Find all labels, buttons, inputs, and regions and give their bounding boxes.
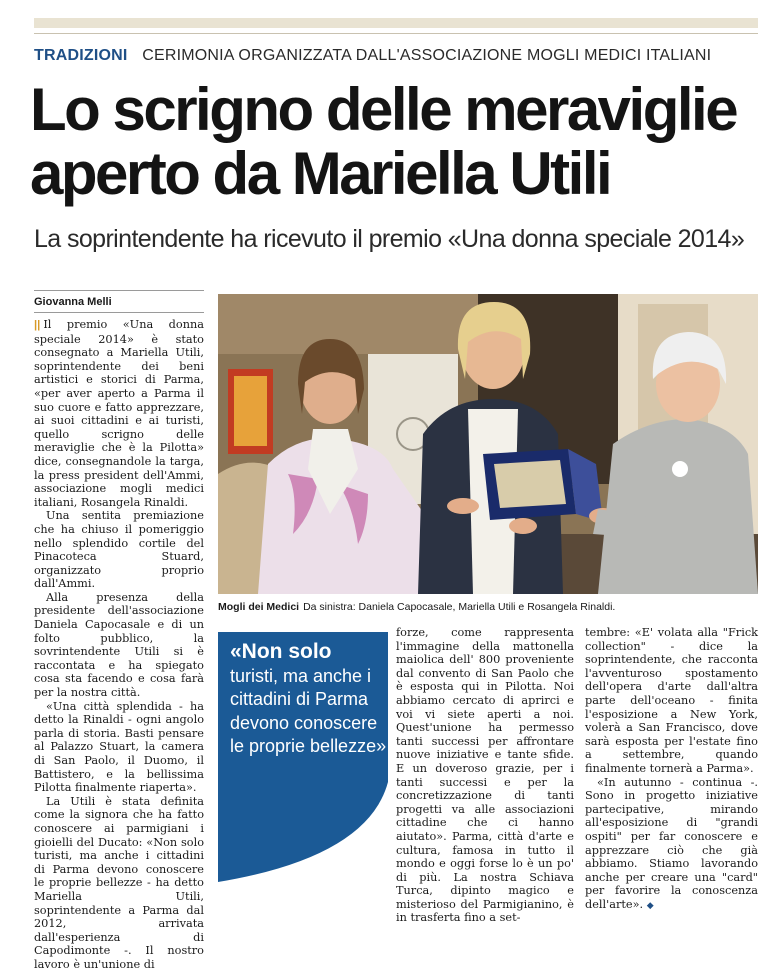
paragraph [34, 318, 204, 509]
caption-text: Da sinistra: Daniela Capocasale, Mariella Utili e Rosangela Rinaldi. [303, 601, 616, 613]
kicker-line [34, 47, 711, 65]
article-column-1 [34, 318, 204, 972]
byline-rule [34, 290, 204, 291]
pull-quote [218, 632, 388, 882]
pull-quote-text [230, 640, 390, 759]
photo-caption [218, 601, 615, 613]
paragraph [585, 776, 758, 914]
article-column-4 [585, 626, 758, 913]
top-rule [34, 33, 758, 34]
paragraph: tembre: «E' volata alla "Frick collection" - dice la soprintendente, che racconta l'avventuroso spostamento dell'opera d'arte dall'altra parte dell'oceano - finita l'esposizione a New York, volerà a San Francisco, dove sarà esposta per l'estate fino a settembre, quando finalmente tornerà a Parma». [585, 626, 758, 775]
kicker-text: CERIMONIA ORGANIZZATA DALL'ASSOCIAZIONE MOGLI MEDICI ITALIANI [142, 47, 712, 64]
diamond-end-icon: ◆ [646, 900, 654, 911]
paragraph: Una sentita premiazione che ha chiuso il pomeriggio nello splendido cortile del Pinacoteca Stuard, organizzato proprio dall'Ammi. [34, 509, 204, 591]
paragraph: La Utili è stata definita come la signora che ha fatto conoscere ai parmigiani i gioielli del Ducato: «Non solo turisti, ma anche i cittadini di Parma devono conoscere le proprie bellezze - ha detto Mariella Utili, soprintendente a Parma dal 2012, arrivata dall'esperienza di Capodimonte -. Il nostro lavoro è un'unione di [34, 794, 204, 971]
headline [30, 78, 736, 206]
section-label: TRADIZIONI [34, 47, 128, 64]
top-decorative-bar [34, 18, 758, 28]
standfirst: La soprintendente ha ricevuto il premio «Una donna speciale 2014» [34, 225, 745, 253]
photo-illustration [218, 294, 758, 594]
bar-marker-icon: || [34, 319, 41, 331]
paragraph: forze, come rappresenta l'immagine della mattonella maiolica dell' 800 proveniente dal convento di San Paolo che è esposta qui in Pilotta. Noi abbiamo cercato di aprirci e voi vi siete aperti a noi. Quest'unione ha permesso tanti successi per affrontare nuove iniziative e tante sfide. E un doveroso grazie, per i tanti successi e per la concretizzazione di tanti progetti va alle associazioni cittadine che ci hanno aiutato». Parma, città d'arte e cultura, famosa in tutto il mondo e oggi forse lo è un po' di più. La nostra Schiava Turca, dipinto magico e misterioso del Parmigianino, è in trasferta fino a set- [396, 626, 574, 925]
pull-quote-lead: «Non solo [230, 640, 332, 663]
pull-quote-rest: turisti, ma anche i cittadini di Parma devono conoscere le proprie bellezze» [230, 665, 387, 756]
caption-label: Mogli dei Medici [218, 601, 300, 613]
paragraph-text: «In autunno - continua -. Sono in progetto iniziative partecipative, mirando all'esposizione di "grandi ospiti" per far conoscere e apprezzare ciò che già abbiamo. Stiamo lavorando anche per creare una "card" per favorire la conoscenza dell'arte». [585, 775, 758, 911]
paragraph: Alla presenza della presidente dell'associazione Daniela Capocasale e di un folto pubblico, la sovrintendente Utili si è raccontata e ha spiegato cosa sta facendo e cosa farà per la nostra città. [34, 590, 204, 700]
paragraph-text: Il premio «Una donna speciale 2014» è stato consegnato a Mariella Utili, soprintendente dei beni artistici e storici di Parma, «per aver aperto a Parma il suo cuore e fatto apprezzare, ai suoi cittadini e ai turisti, quello scrigno delle meraviglie che è la Pilotta» dice, consegnandole la targa, la press president dell'Ammi, associazione mogli medici italiani, Rosangela Rinaldi. [34, 318, 204, 509]
byline: Giovanna Melli [34, 296, 112, 308]
award-photo [218, 294, 758, 594]
paragraph: «Una città splendida - ha detto la Rinaldi - ogni angolo parla di storia. Basti pensare al Palazzo Stuart, la camera di San Paolo, il Duomo, il Battistero, e la bellissima Pilotta finalmente riaperta». [34, 699, 204, 795]
byline-rule-bottom [34, 312, 204, 313]
headline-line-2: aperto da Mariella Utili [30, 140, 611, 207]
article-column-3 [396, 626, 574, 925]
headline-line-1: Lo scrigno delle meraviglie [30, 76, 737, 143]
